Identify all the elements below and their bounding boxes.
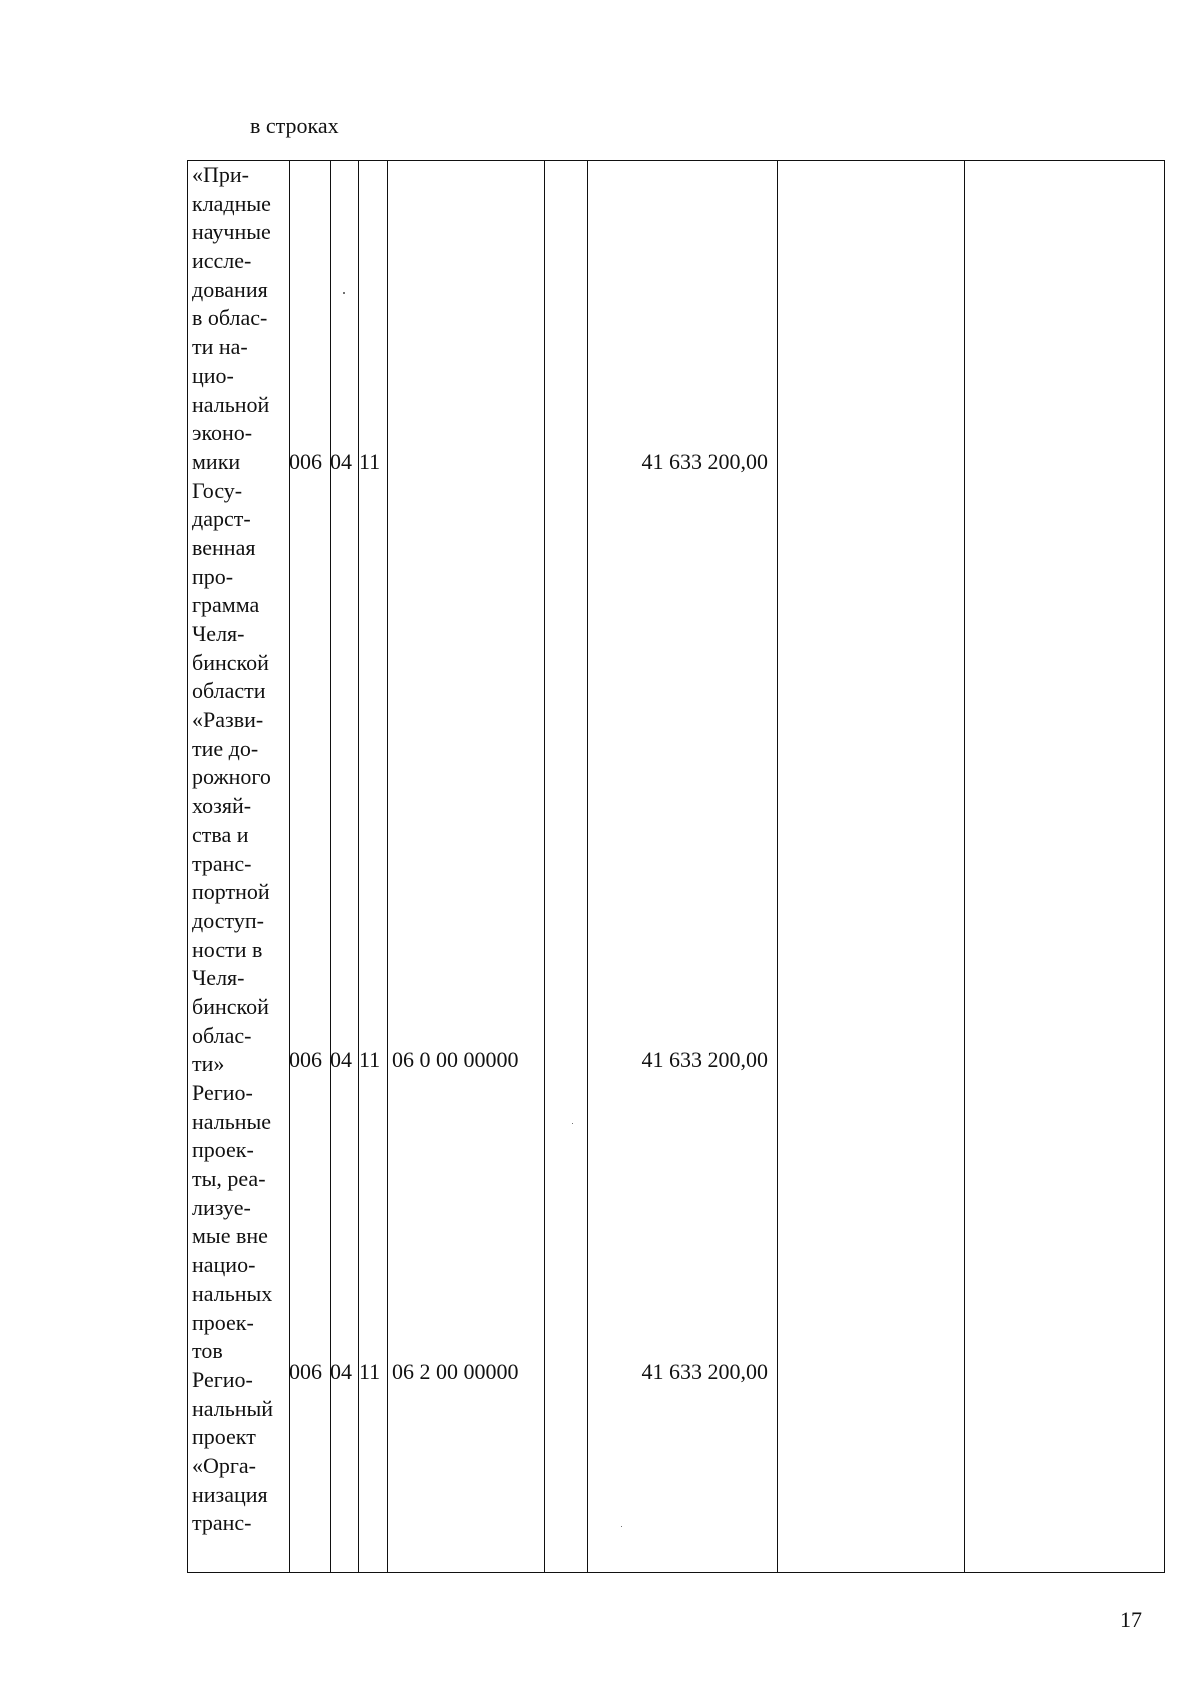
name-line: мики — [192, 448, 241, 474]
page-number: 17 — [1120, 1607, 1142, 1632]
name-line: «При- — [192, 162, 249, 187]
name-line: области — [192, 678, 266, 704]
name-line: рожного — [192, 764, 271, 790]
name-line: доступ- — [192, 907, 264, 933]
name-line: ти» — [192, 1051, 225, 1077]
name-line: Челя- — [192, 965, 245, 991]
name-line: Челя- — [192, 621, 245, 646]
scan-speck — [343, 292, 345, 294]
name-line: бинской — [192, 649, 269, 675]
name-line: Регио- — [192, 1366, 253, 1392]
name-line: дования — [192, 276, 268, 302]
ministry-code: 006 — [289, 1359, 322, 1384]
name-line: эконо- — [192, 420, 253, 446]
name-line: «Орга- — [192, 1452, 257, 1478]
name-line: иссле- — [192, 248, 252, 274]
subsection-code: 11 — [359, 449, 381, 474]
name-line: транс- — [192, 850, 252, 876]
name-line: венная — [192, 534, 256, 560]
name-line: низация — [192, 1481, 268, 1507]
name-line: ности в — [192, 936, 263, 962]
name-line: лизуе- — [192, 1194, 251, 1220]
section-code: 04 — [330, 1047, 352, 1072]
name-line: про- — [192, 563, 234, 589]
column-divider — [587, 161, 588, 1572]
target-code: 06 2 00 00000 — [392, 1359, 519, 1384]
subsection-code: 11 — [359, 1359, 381, 1384]
name-line: нальных — [192, 1280, 273, 1306]
name-line: научные — [192, 219, 271, 245]
name-line: проект — [192, 1424, 256, 1450]
column-divider — [777, 161, 778, 1572]
name-line: облас- — [192, 1022, 252, 1048]
name-line: ти на- — [192, 334, 248, 360]
name-line: «Разви- — [192, 707, 264, 733]
name-line: нальный — [192, 1395, 274, 1421]
target-code: 06 0 00 00000 — [392, 1047, 519, 1072]
column-divider — [544, 161, 545, 1572]
name-line: тов — [192, 1338, 223, 1364]
ministry-code: 006 — [289, 1047, 322, 1072]
name-line: в облас- — [192, 305, 268, 331]
name-line: проек- — [192, 1137, 254, 1163]
name-line: проек- — [192, 1309, 254, 1335]
section-code: 04 — [330, 449, 352, 474]
subsection-code: 11 — [359, 1047, 381, 1072]
name-line: цио- — [192, 362, 234, 388]
intro-text: в строках — [250, 113, 339, 138]
column-divider — [964, 161, 965, 1572]
budget-table — [187, 160, 1165, 1573]
name-line: мые вне — [192, 1223, 268, 1249]
name-line: нацио- — [192, 1252, 256, 1278]
name-line: бинской — [192, 993, 269, 1019]
name-line: Госу- — [192, 477, 243, 503]
scan-speck — [621, 1526, 622, 1527]
name-line: кладные — [192, 190, 271, 216]
name-line: нальные — [192, 1108, 272, 1134]
column-divider — [387, 161, 388, 1572]
amount: 41 633 200,00 — [641, 449, 768, 474]
name-line: транс- — [192, 1510, 252, 1536]
name-line: грамма — [192, 592, 260, 618]
section-code: 04 — [330, 1359, 352, 1384]
ministry-code: 006 — [289, 449, 322, 474]
name-line: нальной — [192, 391, 270, 417]
name-line: Регио- — [192, 1080, 253, 1105]
name-column — [192, 161, 292, 1538]
amount: 41 633 200,00 — [641, 1359, 768, 1384]
name-line: ства и — [192, 821, 249, 847]
amount: 41 633 200,00 — [641, 1047, 768, 1072]
name-line: тие до- — [192, 735, 259, 761]
name-line: хозяй- — [192, 793, 252, 819]
name-line: ты, реа- — [192, 1166, 266, 1192]
name-line: дарст- — [192, 506, 251, 532]
name-line: портной — [192, 879, 270, 905]
scan-speck — [572, 1123, 573, 1124]
